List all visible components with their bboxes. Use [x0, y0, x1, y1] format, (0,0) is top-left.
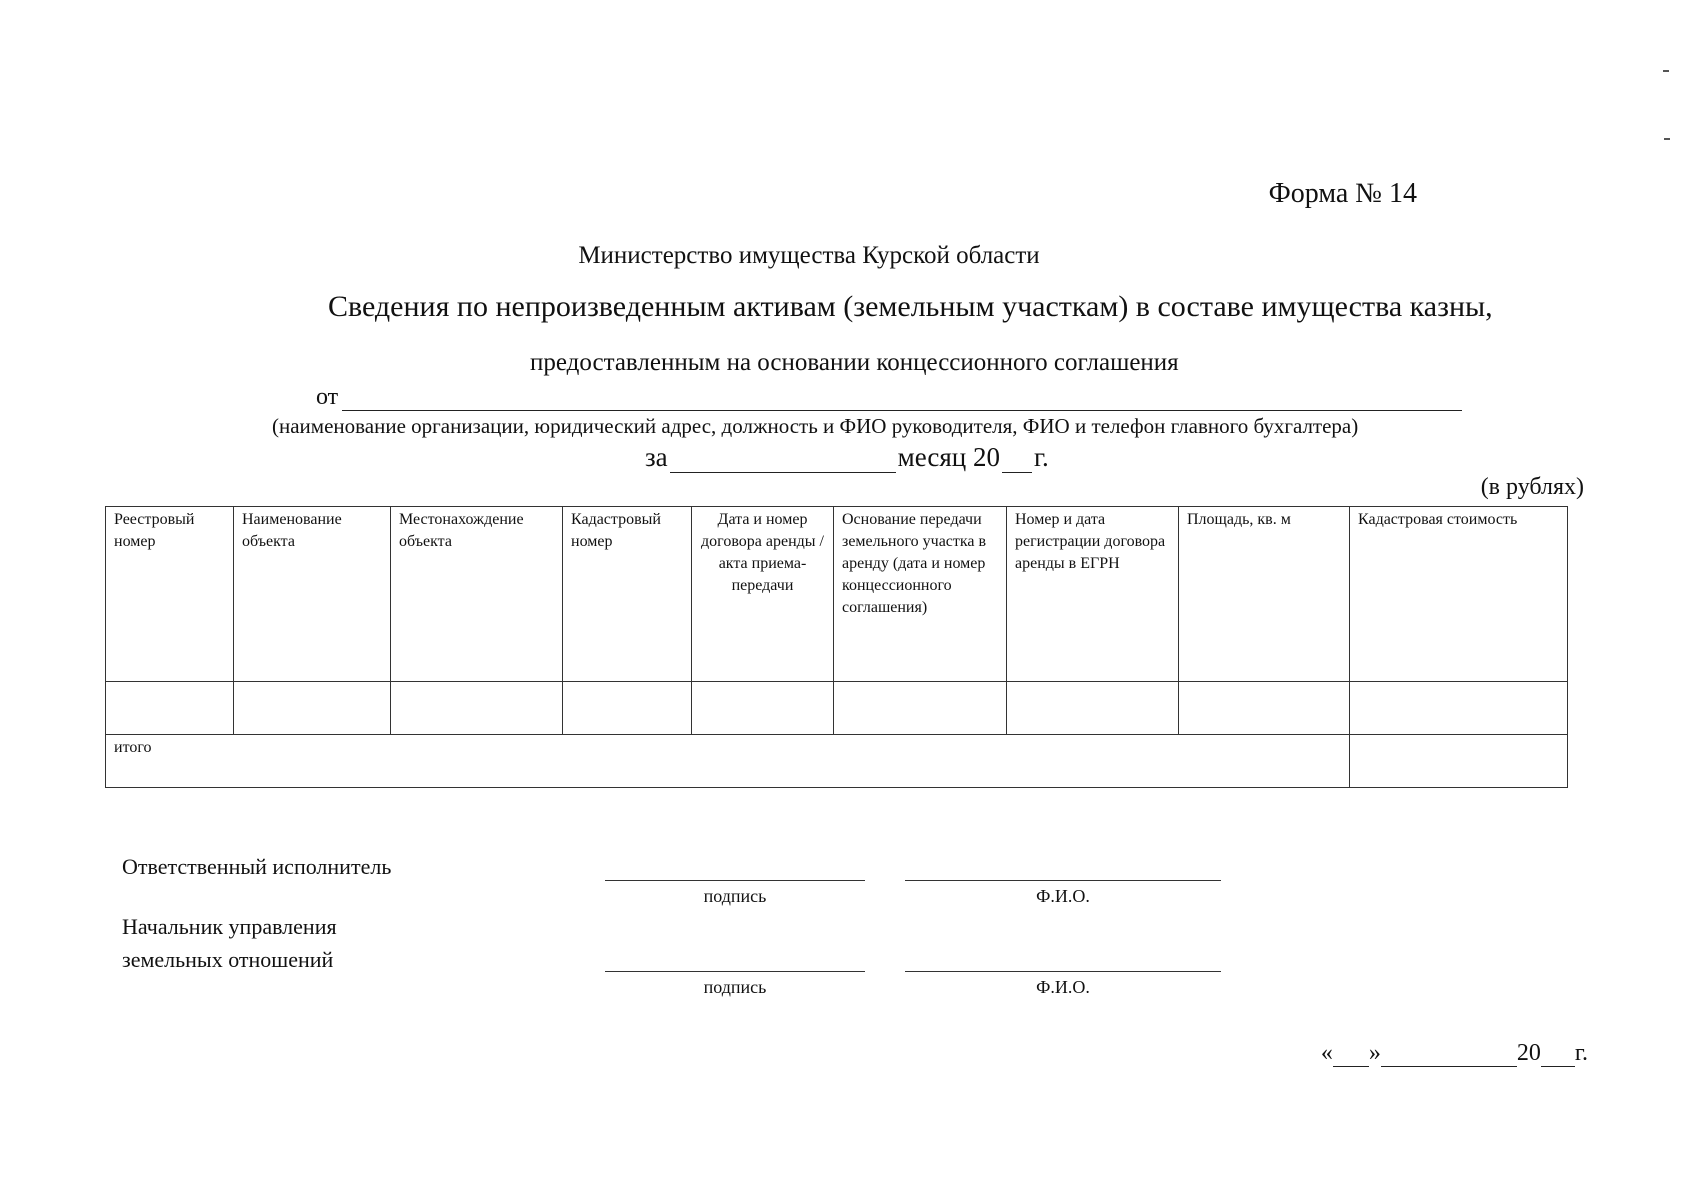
- date-close-quote: »: [1368, 1040, 1381, 1066]
- column-header-egrn-registration: Номер и дата регистрации договора аренды в ЕГРН: [1007, 507, 1179, 682]
- executor-signature-caption: подпись: [703, 886, 767, 906]
- head-label-line2: земельных отношений: [122, 947, 334, 972]
- column-header-transfer-basis: Основание передачи земельного участка в аренду (дата и номер концессионного соглашения): [834, 507, 1007, 682]
- scan-mark: [1664, 138, 1670, 140]
- table-cell[interactable]: [106, 682, 234, 735]
- table-row: [106, 682, 1568, 735]
- head-label: [122, 910, 337, 976]
- from-field[interactable]: [316, 384, 1462, 411]
- table-cell[interactable]: [1179, 682, 1350, 735]
- total-value-cell[interactable]: [1350, 735, 1568, 788]
- executor-signature-line[interactable]: [605, 880, 865, 881]
- table-header-row: [106, 507, 1568, 682]
- table-cell[interactable]: [391, 682, 563, 735]
- ministry-title: [0, 242, 1692, 270]
- date-month-blank[interactable]: [1381, 1046, 1517, 1067]
- period-suffix: г.: [1034, 442, 1049, 472]
- head-signature-caption: подпись: [703, 977, 767, 997]
- date-field: [1321, 1040, 1588, 1067]
- from-caption: (наименование организации, юридический адрес, должность и ФИО руководителя, ФИО и телефон главного бухгалтера): [272, 414, 1359, 438]
- ministry-text: Министерство имущества Курской области: [578, 242, 1040, 269]
- column-header-cadastral-value: Кадастровая стоимость: [1350, 507, 1568, 682]
- column-header-location: Местонахождение объекта: [391, 507, 563, 682]
- period-month-label: месяц 20: [897, 442, 1001, 472]
- assets-table: [105, 506, 1568, 788]
- executor-name-caption: Ф.И.О.: [1036, 886, 1090, 906]
- total-label: итого: [106, 735, 1350, 788]
- period-year-blank[interactable]: [1002, 450, 1032, 473]
- executor-label: Ответственный исполнитель: [122, 854, 392, 879]
- from-label: от: [316, 384, 339, 410]
- column-header-lease-date-number: Дата и номер договора аренды /акта приема-передачи: [692, 507, 834, 682]
- head-name-caption: Ф.И.О.: [1036, 977, 1090, 997]
- column-header-object-name: Наименование объекта: [234, 507, 391, 682]
- date-year-suffix: г.: [1574, 1040, 1588, 1066]
- total-row: [106, 735, 1568, 788]
- from-blank[interactable]: [342, 390, 1462, 411]
- table-cell[interactable]: [692, 682, 834, 735]
- report-title-line2: предоставленным на основании концессионного соглашения: [530, 349, 1179, 376]
- date-open-quote: «: [1320, 1040, 1333, 1066]
- date-day-blank[interactable]: [1333, 1046, 1369, 1067]
- scan-mark: [1663, 70, 1669, 72]
- column-header-cadastral-number: Кадастровый номер: [563, 507, 692, 682]
- period-prefix: за: [645, 442, 668, 472]
- executor-name-line[interactable]: [905, 880, 1221, 881]
- currency-note: (в рублях): [1480, 474, 1584, 500]
- table-cell[interactable]: [834, 682, 1007, 735]
- table-cell[interactable]: [563, 682, 692, 735]
- column-header-area: Площадь, кв. м: [1179, 507, 1350, 682]
- date-year-blank[interactable]: [1541, 1046, 1575, 1067]
- date-year-prefix: 20: [1516, 1040, 1541, 1066]
- form-number: Форма № 14: [1268, 178, 1417, 209]
- table-cell[interactable]: [1350, 682, 1568, 735]
- head-signature-line[interactable]: [605, 971, 865, 972]
- period-month-blank[interactable]: [670, 450, 896, 473]
- head-name-line[interactable]: [905, 971, 1221, 972]
- head-label-line1: Начальник управления: [122, 914, 337, 939]
- column-header-registry-number: Реестровый номер: [106, 507, 234, 682]
- report-title-line1: Сведения по непроизведенным активам (земельным участкам) в составе имущества казны,: [328, 290, 1493, 323]
- table-cell[interactable]: [234, 682, 391, 735]
- table-cell[interactable]: [1007, 682, 1179, 735]
- period-field: [645, 442, 1049, 473]
